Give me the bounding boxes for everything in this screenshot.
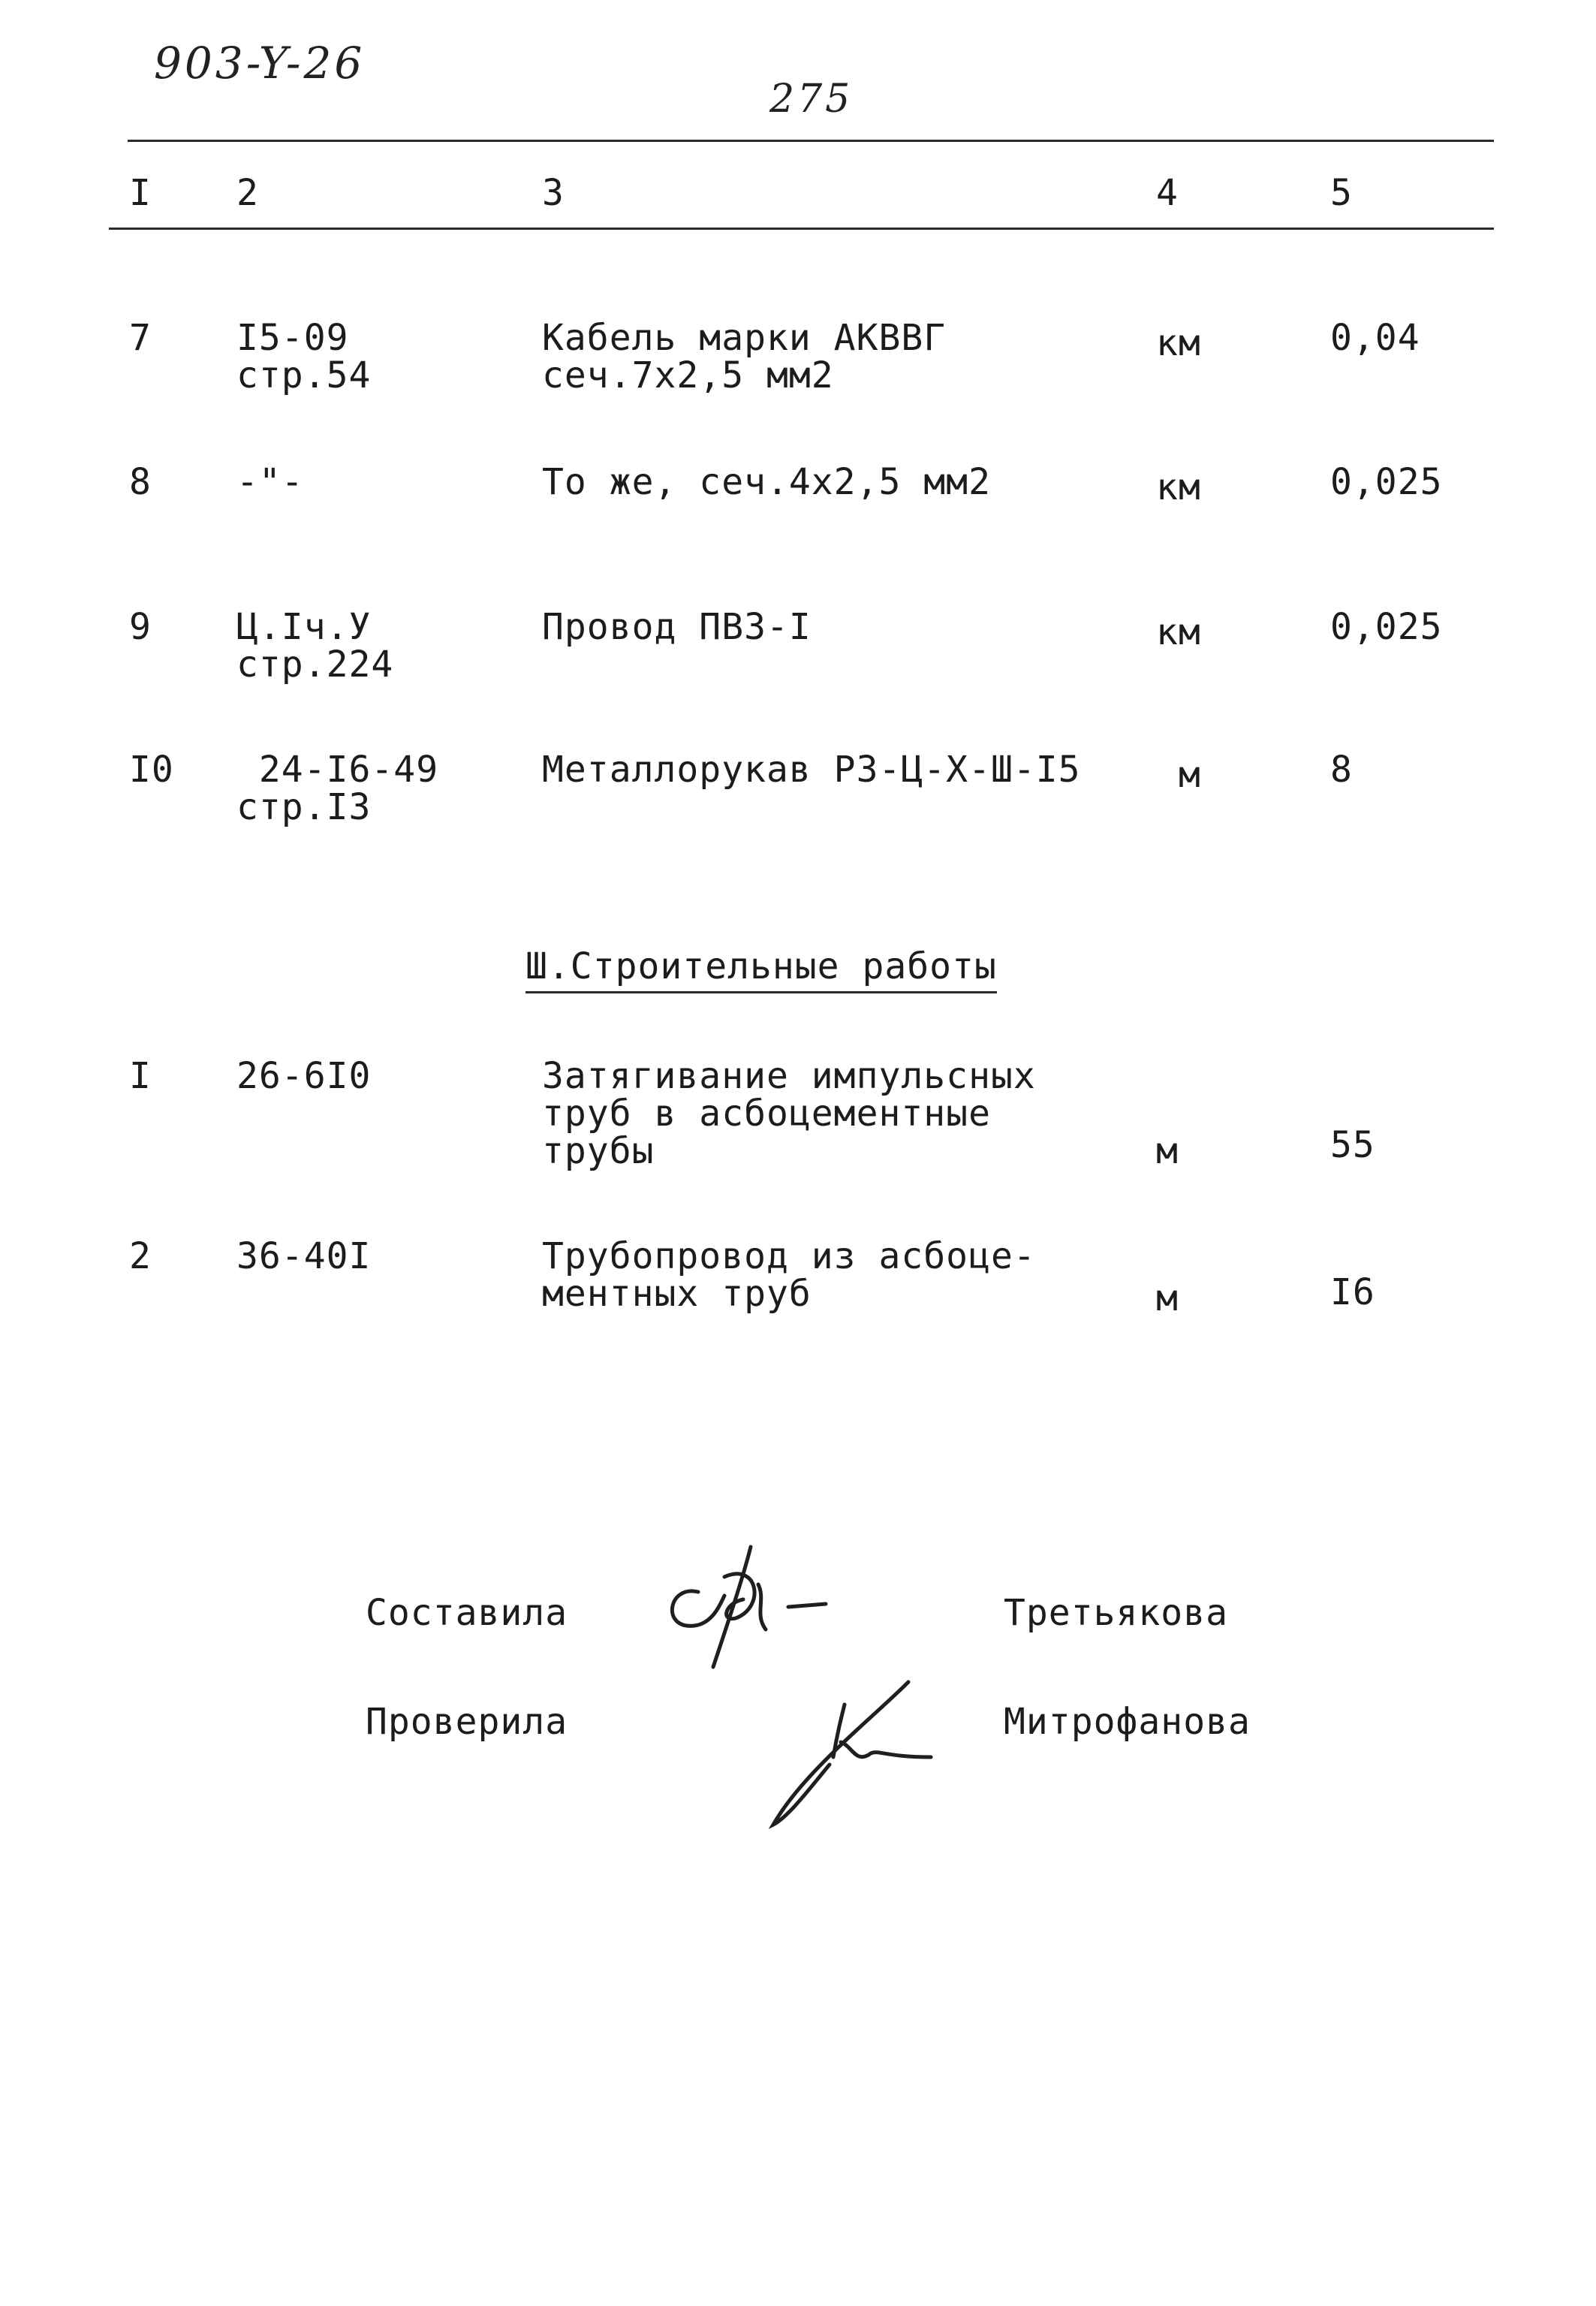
row-unit: км <box>1156 466 1201 508</box>
column-header-4: 4 <box>1156 172 1179 214</box>
checked-by-label: Проверила <box>366 1701 568 1743</box>
compiled-by-name: Третьякова <box>1004 1592 1228 1634</box>
page-number: 275 <box>769 77 854 122</box>
row-description: Трубопровод из асбоце- ментных труб <box>542 1235 1036 1315</box>
column-header-3: 3 <box>542 172 565 214</box>
row-description: Металлорукав РЗ-Ц-Х-Ш-I5 <box>542 749 1081 791</box>
row-unit: м <box>1156 1130 1179 1172</box>
row-quantity: 0,025 <box>1330 606 1443 648</box>
row-quantity: 55 <box>1330 1124 1375 1166</box>
row-reference: -"- <box>236 461 304 503</box>
row-reference: Ц.Iч.У стр.224 <box>236 606 394 686</box>
row-reference: 24-I6-49 стр.I3 <box>236 749 439 828</box>
row-unit: км <box>1156 611 1201 653</box>
row-quantity: I6 <box>1330 1271 1375 1313</box>
row-description: Затягивание импульсных труб в асбоцементные трубы <box>542 1055 1036 1172</box>
column-header-5: 5 <box>1330 172 1353 214</box>
row-quantity: 8 <box>1330 749 1353 791</box>
column-header-1: I <box>129 172 152 214</box>
top-rule <box>128 140 1494 142</box>
row-number: 8 <box>129 461 152 503</box>
row-number: I0 <box>129 749 174 791</box>
row-unit: м <box>1156 754 1201 796</box>
row-quantity: 0,025 <box>1330 461 1443 503</box>
row-unit: км <box>1156 322 1201 364</box>
row-description: Кабель марки АКВВГ сеч.7х2,5 мм2 <box>542 317 947 396</box>
compiled-by-label: Составила <box>366 1592 568 1634</box>
section-title: Ш.Строительные работы <box>525 948 997 993</box>
checked-signature <box>758 1674 953 1832</box>
row-reference: I5-09 стр.54 <box>236 317 372 396</box>
row-number: 2 <box>129 1235 152 1277</box>
compiled-signature <box>653 1532 878 1682</box>
row-description: Провод ПВЗ-I <box>542 606 812 648</box>
row-description: То же, сеч.4х2,5 мм2 <box>542 461 991 503</box>
row-number: 7 <box>129 317 152 359</box>
row-reference: 36-40I <box>236 1235 372 1277</box>
row-reference: 26-6I0 <box>236 1055 372 1097</box>
header-rule <box>109 228 1494 230</box>
document-code: 903-Y-26 <box>154 38 366 89</box>
row-unit: м <box>1156 1277 1179 1319</box>
row-number: I <box>129 1055 152 1097</box>
checked-by-name: Митрофанова <box>1004 1701 1251 1743</box>
row-number: 9 <box>129 606 152 648</box>
row-quantity: 0,04 <box>1330 317 1420 359</box>
column-header-2: 2 <box>236 172 259 214</box>
